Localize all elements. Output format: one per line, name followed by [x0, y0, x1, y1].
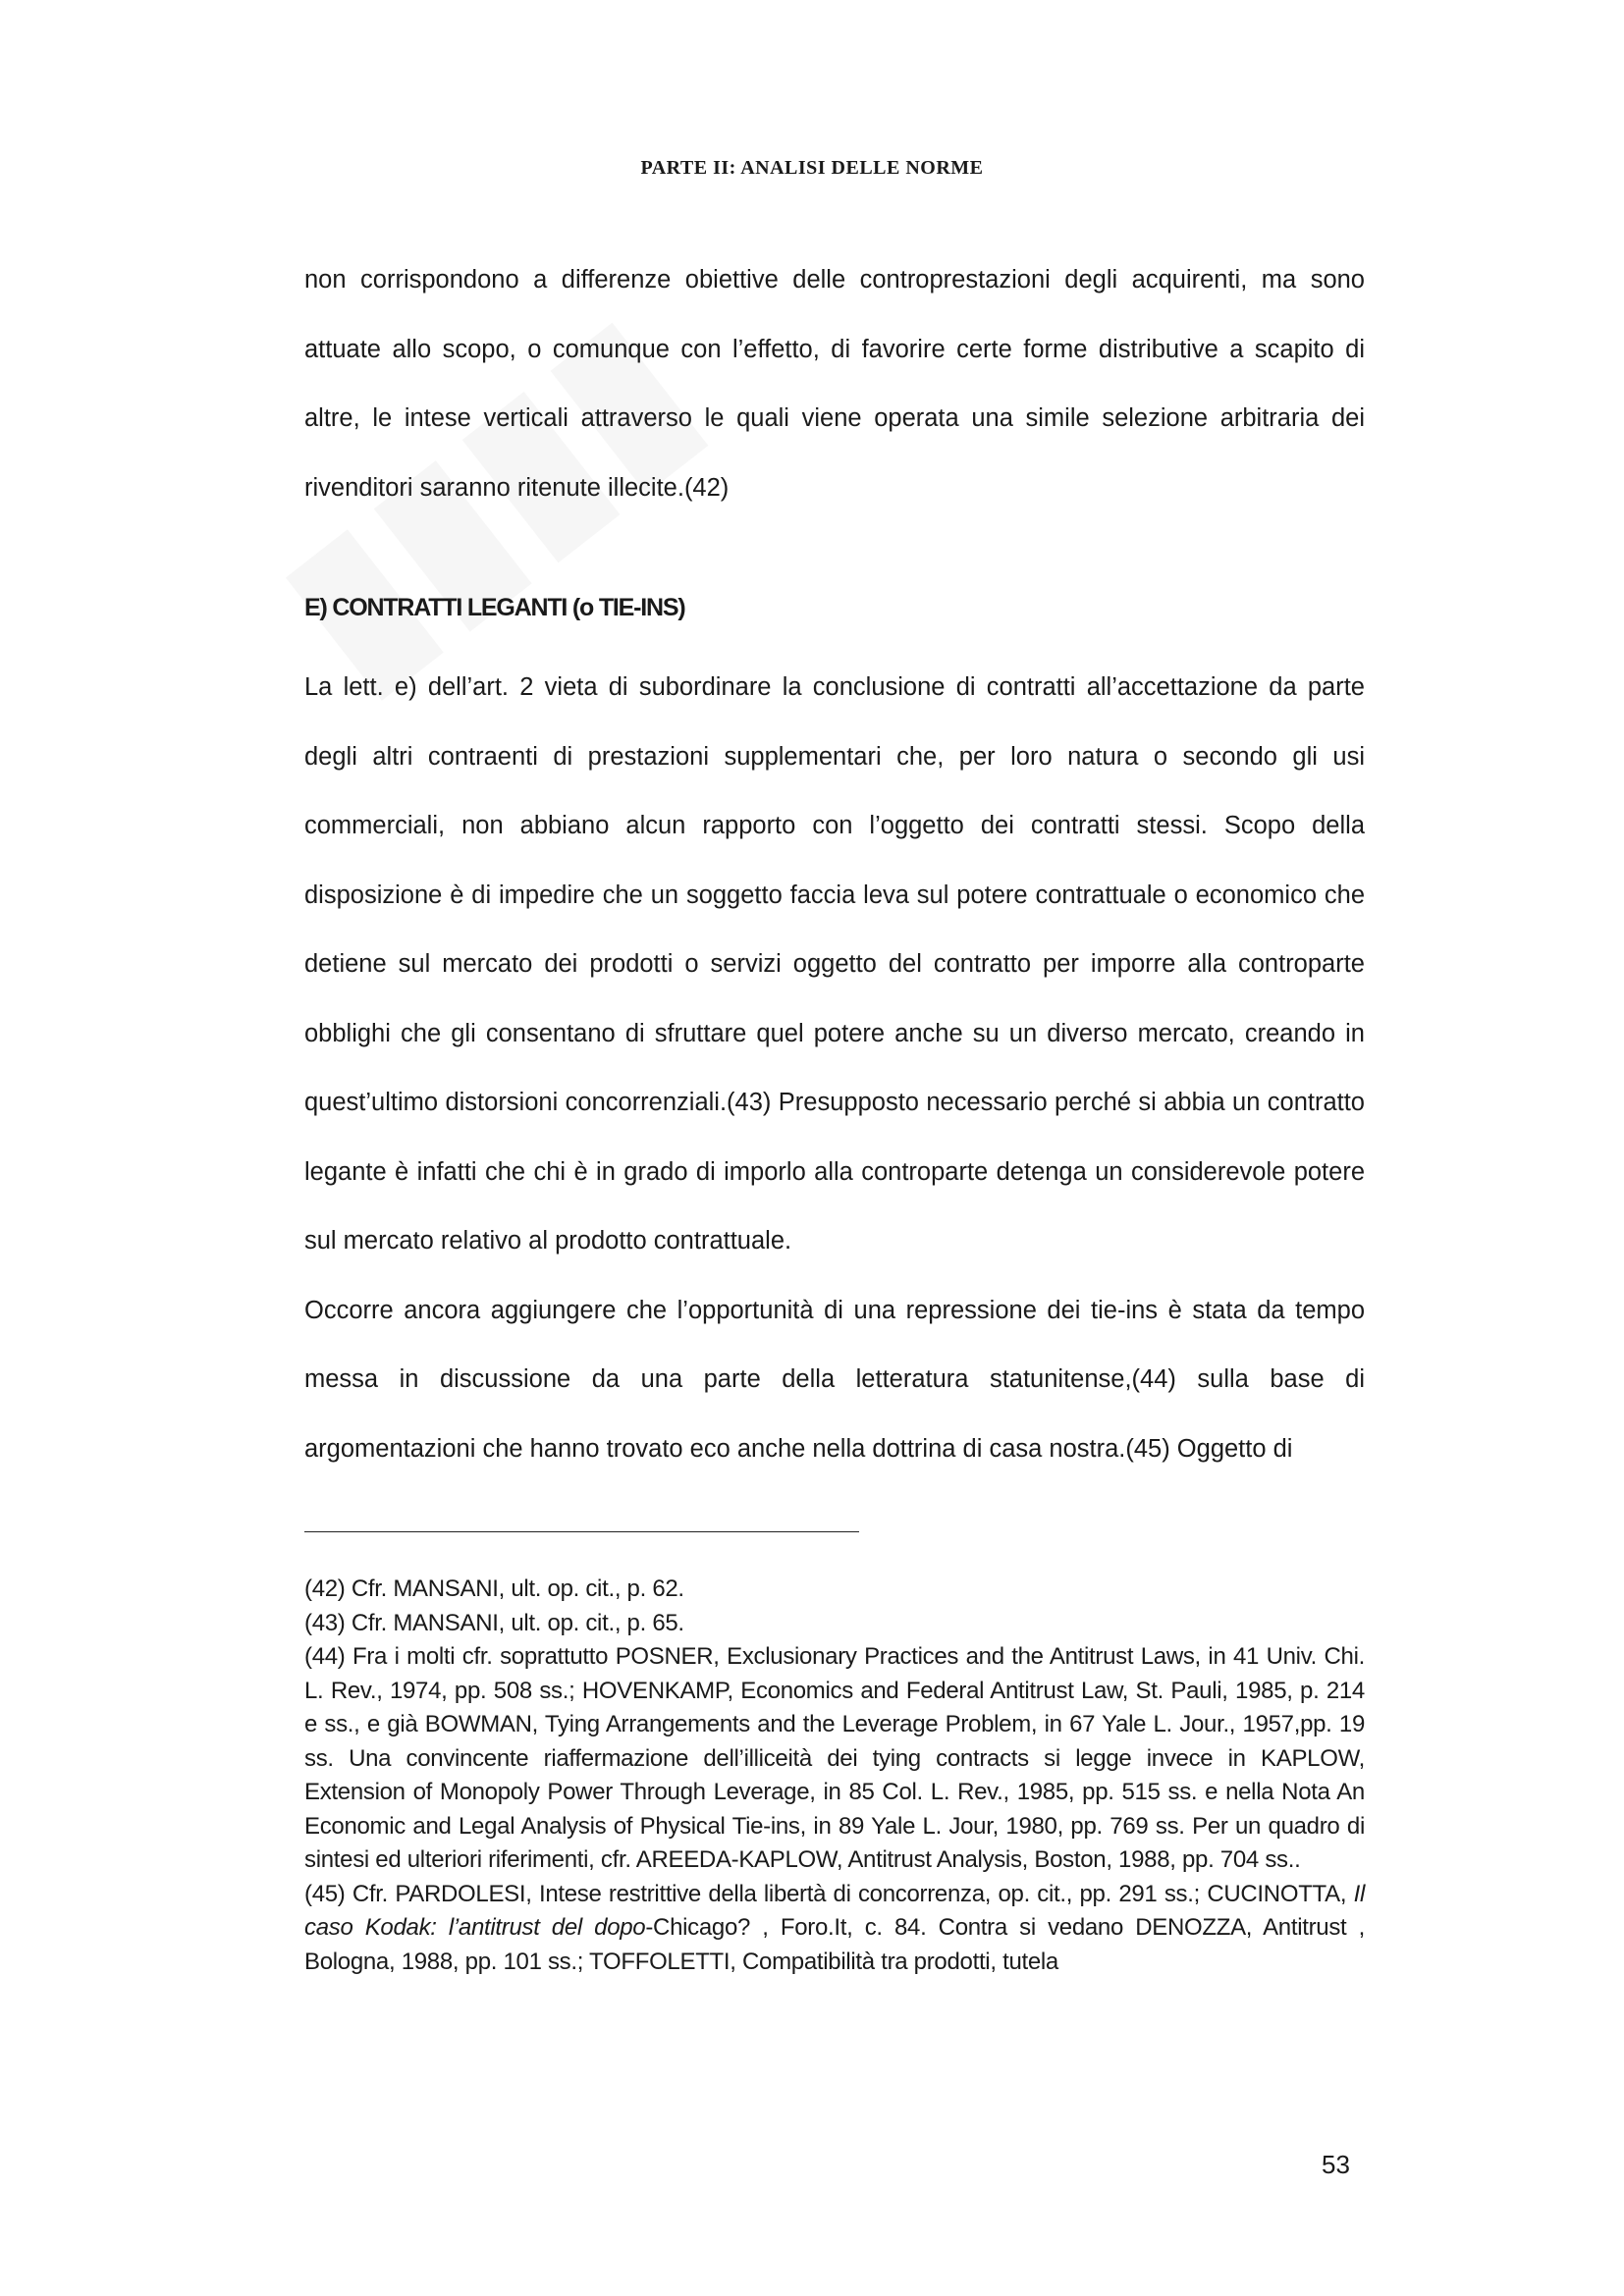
footnote-43: (43) Cfr. MANSANI, ult. op. cit., p. 65. [304, 1609, 684, 1636]
footnote-45-italic: Il caso Kodak: l’antitrust del dopo [304, 1880, 1365, 1941]
page-number: 53 [1322, 2150, 1350, 2179]
body-main-block [304, 653, 1365, 1483]
footnote-44: (44) Fra i molti cfr. soprattutto POSNER, Exclusionary Practices and the Antitrust Laws, in 41 Univ. Chi. L. Rev., 1974, pp. 508 ss.; HOVENKAMP, Economics and Federal Antitrust Law, St. Pauli, 1985, p. 214 e ss., e già BOWMAN, Tying Arrangements and the Leverage Problem, in 67 Yale L. Jour., 1957,pp. 19 ss. Una convincente riaffermazione dell’illiceità dei tying contracts si legge invece in KAPLOW, Extension of Monopoly Power Through Leverage, in 85 Col. L. Rev., 1985, pp. 515 ss. e nella Nota An Economic and Legal Analysis of Physical Tie-ins, in 89 Yale L. Jour, 1980, pp. 769 ss. Per un quadro di sintesi ed ulteriori riferimenti, cfr. AREEDA-KAPLOW, Antitrust Analysis, Boston, 1988, pp. 704 ss.. [304, 1643, 1365, 1873]
body-paragraph-2: La lett. e) dell’art. 2 vieta di subordinare la conclusione di contratti all’accettazione da parte degli altri contraenti di prestazioni supplementari che, per loro natura o secondo gli usi commerciali, non abbiano alcun rapporto con l’oggetto dei contratti stessi. Scopo della disposizione è di impedire che un soggetto faccia leva sul potere contrattuale o economico che detiene sul mercato dei prodotti o servizi oggetto del contratto per imporre alla controparte obblighi che gli consentano di sfruttare quel potere anche su un diverso mercato, creando in quest’ultimo distorsioni concorrenziali.(43) Presupposto necessario perché si abbia un contratto legante è infatti che chi è in grado di imporlo alla controparte detenga un considerevole potere sul mercato relativo al prodotto contrattuale. [304, 673, 1365, 1255]
running-header: PARTE II: ANALISI DELLE NORME [640, 157, 984, 179]
footnote-42: (42) Cfr. MANSANI, ult. op. cit., p. 62. [304, 1575, 684, 1602]
footnotes [304, 1573, 1365, 1979]
footnote-45 [304, 1878, 1365, 1980]
footnote-45-start: (45) Cfr. PARDOLESI, Intese restrittive della libertà di concorrenza, op. cit., pp. 291 ss.; CUCINOTTA, [304, 1880, 1354, 1907]
body-paragraph-3: Occorre ancora aggiungere che l’opportunità di una repressione dei tie-ins è stata da tempo messa in discussione da una parte della letteratura statunitense,(44) sulla base di argomentazioni che hanno trovato eco anche nella dottrina di casa nostra.(45) Oggetto di [304, 1296, 1365, 1463]
body-paragraph-1-block [304, 245, 1365, 522]
section-heading: E) CONTRATTI LEGANTI (o TIE-INS) [304, 594, 685, 621]
body-paragraph-1: non corrispondono a differenze obiettive delle controprestazioni degli acquirenti, ma sono attuate allo scopo, o comunque con l’effetto, di favorire certe forme distributive a scapito di altre, le intese verticali attraverso le quali viene operata una simile selezione arbitraria dei rivenditori saranno ritenute illecite.(42) [304, 266, 1365, 502]
footnote-separator [304, 1531, 859, 1532]
footnote-45-end: -Chicago? , Foro.It, c. 84. Contra si vedano DENOZZA, Antitrust , Bologna, 1988, pp. 101 ss.; TOFFOLETTI, Compatibilità tra prodotti, tutela [304, 1914, 1365, 1975]
